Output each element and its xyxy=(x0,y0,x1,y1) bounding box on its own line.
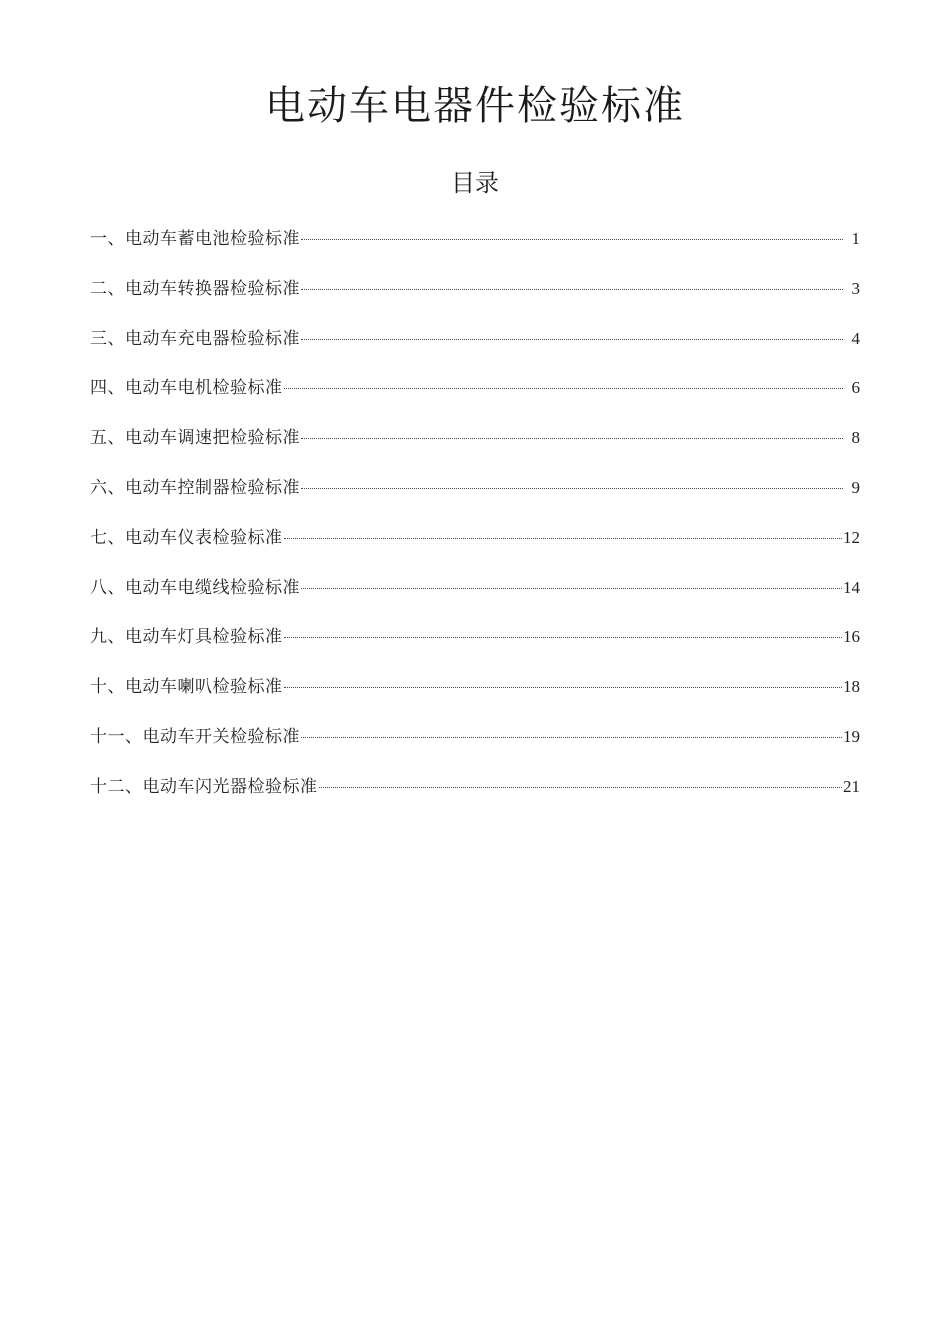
toc-entry-label: 三、电动车充电器检验标准 xyxy=(90,328,300,349)
toc-dot-leader xyxy=(301,289,843,290)
toc-page-number: 16 xyxy=(843,627,860,647)
toc-page-number: 14 xyxy=(843,577,860,597)
toc-entry[interactable] xyxy=(90,326,860,376)
toc-entry-label: 七、电动车仪表检验标准 xyxy=(90,527,283,548)
toc-page-number: 6 xyxy=(851,378,860,398)
toc-dot-leader xyxy=(301,588,842,589)
toc-entry[interactable] xyxy=(90,525,860,575)
toc-page-number: 12 xyxy=(843,527,860,547)
toc-dot-leader xyxy=(284,538,843,539)
toc-entry-label: 六、电动车控制器检验标准 xyxy=(90,477,300,498)
toc-page-number: 9 xyxy=(851,477,860,497)
toc-entry-label: 十二、电动车闪光器检验标准 xyxy=(90,776,318,797)
toc-page-number: 19 xyxy=(843,726,860,746)
toc-entry[interactable] xyxy=(90,774,860,824)
toc-entry[interactable] xyxy=(90,276,860,326)
toc-heading: 目录 xyxy=(451,169,499,197)
toc-dot-leader xyxy=(301,239,843,240)
toc-dot-leader xyxy=(301,488,843,489)
toc-entry[interactable] xyxy=(90,575,860,625)
toc-page-number: 8 xyxy=(851,428,860,448)
toc-entry[interactable] xyxy=(90,624,860,674)
toc-entry-label: 二、电动车转换器检验标准 xyxy=(90,278,300,299)
toc-entry[interactable] xyxy=(90,724,860,774)
toc-entry[interactable] xyxy=(90,375,860,425)
toc-entry-label: 五、电动车调速把检验标准 xyxy=(90,428,300,449)
toc-entry-label: 十、电动车喇叭检验标准 xyxy=(90,677,283,698)
toc-dot-leader xyxy=(301,339,843,340)
toc-page-number: 18 xyxy=(843,677,860,697)
toc-page-number: 21 xyxy=(843,776,860,796)
toc-entry-label: 一、电动车蓄电池检验标准 xyxy=(90,229,300,249)
toc-dot-leader xyxy=(301,737,842,738)
document-title: 电动车电器件检验标准 xyxy=(265,83,685,129)
toc-entry-label: 四、电动车电机检验标准 xyxy=(90,378,283,399)
toc-page-number: 4 xyxy=(851,328,860,348)
toc-page-number: 3 xyxy=(851,278,860,298)
toc-entry[interactable] xyxy=(90,674,860,724)
toc-entry[interactable] xyxy=(90,226,860,276)
toc-dot-leader xyxy=(284,637,843,638)
toc-entry[interactable] xyxy=(90,475,860,525)
toc-entry-label: 八、电动车电缆线检验标准 xyxy=(90,577,300,598)
toc-dot-leader xyxy=(284,687,843,688)
toc-entry-label: 九、电动车灯具检验标准 xyxy=(90,627,283,648)
toc-dot-leader xyxy=(284,388,844,389)
toc-entry-label: 十一、电动车开关检验标准 xyxy=(90,726,300,747)
toc-page-number: 1 xyxy=(851,229,860,248)
toc-entry[interactable] xyxy=(90,425,860,475)
toc-dot-leader xyxy=(319,787,843,788)
table-of-contents xyxy=(90,226,860,824)
toc-dot-leader xyxy=(301,438,843,439)
